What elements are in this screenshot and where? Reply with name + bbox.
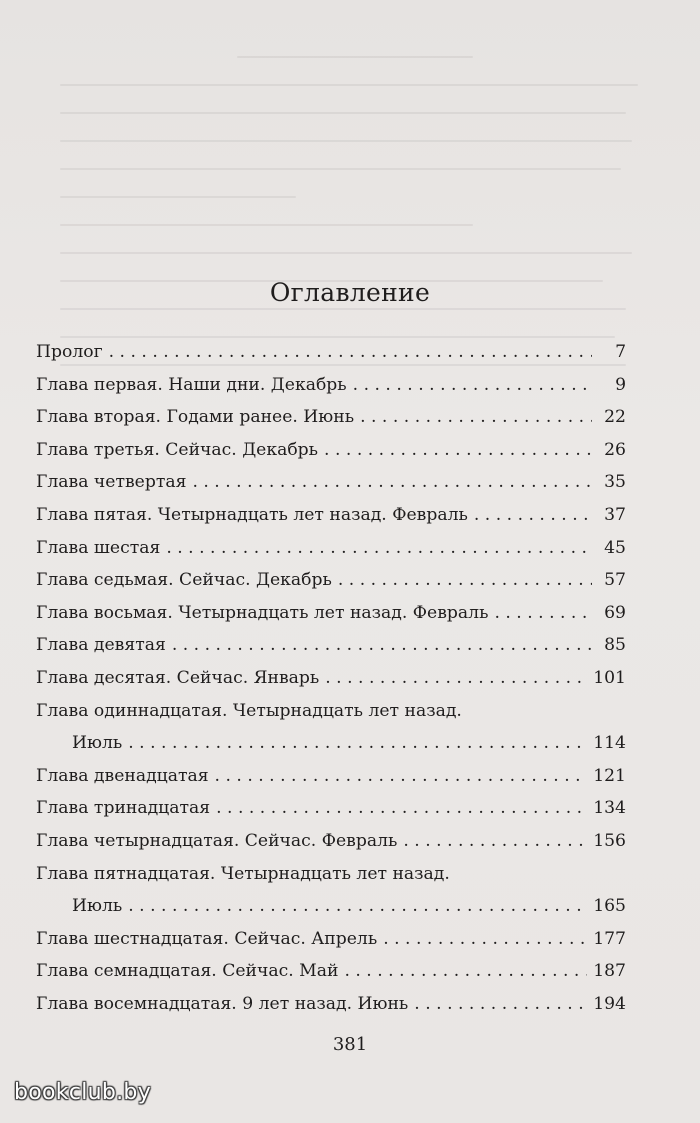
toc-entry-title-continued: Июль — [72, 896, 123, 917]
toc-entry-page: 57 — [604, 570, 626, 591]
toc-entry-continuation — [36, 890, 626, 923]
dot-leader — [344, 955, 587, 988]
toc-entry-page: 134 — [593, 798, 626, 819]
dot-leader — [324, 434, 592, 467]
page-number: 381 — [332, 1034, 368, 1055]
toc-entry-title: Пролог — [36, 342, 103, 362]
toc-entry — [36, 466, 626, 499]
toc-entry-title: Глава тринадцатая — [36, 798, 211, 819]
toc-entry — [36, 792, 626, 825]
toc-entry-page: 165 — [593, 896, 626, 917]
toc-entry — [36, 369, 626, 402]
watermark-logo: bookclub.by — [14, 1080, 152, 1105]
toc-entry-page: 22 — [604, 407, 626, 428]
toc-entry — [36, 401, 626, 434]
dot-leader — [403, 825, 587, 858]
toc-entry-page: 121 — [593, 765, 626, 786]
toc-entry-title: Глава шестнадцатая. Сейчас. Апрель — [36, 928, 378, 949]
toc-entry — [36, 499, 626, 532]
toc-entry-continuation — [36, 727, 626, 760]
dot-leader — [166, 532, 592, 565]
toc-entry-page: 37 — [604, 504, 626, 525]
toc-entry — [36, 825, 626, 858]
toc-entry-page: 45 — [604, 537, 626, 558]
dot-leader — [215, 760, 588, 793]
dot-leader — [474, 499, 592, 532]
toc-entry-title: Глава восьмая. Четырнадцать лет назад. Февраль — [36, 602, 489, 623]
toc-entry-page: 177 — [593, 928, 626, 949]
toc-entry-title: Глава девятая — [36, 635, 166, 656]
toc-entry — [36, 532, 626, 565]
toc-entry-title: Глава четвертая — [36, 472, 187, 493]
toc-entry-page: 7 — [615, 342, 626, 362]
toc-entry — [36, 629, 626, 662]
toc-entry — [36, 760, 626, 793]
dot-leader — [414, 988, 587, 1021]
toc-entry — [36, 955, 626, 988]
toc-entry-page: 26 — [604, 439, 626, 460]
toc-entry-title: Глава третья. Сейчас. Декабрь — [36, 439, 319, 460]
toc-entry-title-continued: Июль — [72, 733, 123, 754]
dot-leader — [360, 401, 592, 434]
table-of-contents — [36, 336, 626, 1020]
toc-entry-page: 187 — [593, 961, 626, 982]
toc-entry-page: 156 — [593, 830, 626, 851]
toc-entry — [36, 923, 626, 956]
toc-entry — [36, 336, 626, 369]
toc-entry-title: Глава шестая — [36, 537, 161, 558]
toc-entry-page: 9 — [615, 374, 626, 395]
toc-entry — [36, 564, 626, 597]
dot-leader — [216, 792, 587, 825]
toc-entry — [36, 597, 626, 630]
toc-entry-title: Глава одиннадцатая. Четырнадцать лет назад. — [36, 700, 462, 721]
toc-entry-title: Глава двенадцатая — [36, 765, 209, 786]
page-title: Оглавление — [269, 278, 431, 307]
toc-entry-title: Глава седьмая. Сейчас. Декабрь — [36, 570, 332, 591]
toc-entry-title: Глава четырнадцатая. Сейчас. Февраль — [36, 830, 398, 851]
toc-entry-page: 194 — [593, 993, 626, 1014]
dot-leader — [494, 597, 592, 630]
dot-leader — [325, 662, 587, 695]
toc-entry-title: Глава первая. Наши дни. Декабрь — [36, 374, 347, 395]
toc-entry-page: 85 — [604, 635, 626, 656]
toc-entry-title: Глава вторая. Годами ранее. Июнь — [36, 407, 355, 428]
dot-leader — [192, 466, 592, 499]
dot-leader — [338, 564, 592, 597]
toc-entry-page: 69 — [604, 602, 626, 623]
toc-entry — [36, 858, 626, 891]
dot-leader — [128, 727, 587, 760]
dot-leader — [353, 369, 592, 402]
toc-entry — [36, 988, 626, 1021]
toc-entry — [36, 695, 626, 728]
toc-entry-title: Глава восемнадцатая. 9 лет назад. Июнь — [36, 993, 409, 1014]
toc-entry-title: Глава семнадцатая. Сейчас. Май — [36, 961, 339, 982]
dot-leader — [172, 629, 592, 662]
toc-entry-page: 35 — [604, 472, 626, 493]
dot-leader — [128, 890, 587, 923]
toc-entry-title: Глава пятнадцатая. Четырнадцать лет назад. — [36, 863, 450, 884]
toc-entry-title: Глава десятая. Сейчас. Январь — [36, 667, 320, 688]
dot-leader — [383, 923, 587, 956]
dot-leader — [109, 336, 592, 369]
toc-entry-page: 101 — [593, 667, 626, 688]
toc-entry-title: Глава пятая. Четырнадцать лет назад. Февраль — [36, 504, 468, 525]
toc-entry — [36, 662, 626, 695]
toc-entry — [36, 434, 626, 467]
toc-entry-page: 114 — [593, 733, 626, 754]
